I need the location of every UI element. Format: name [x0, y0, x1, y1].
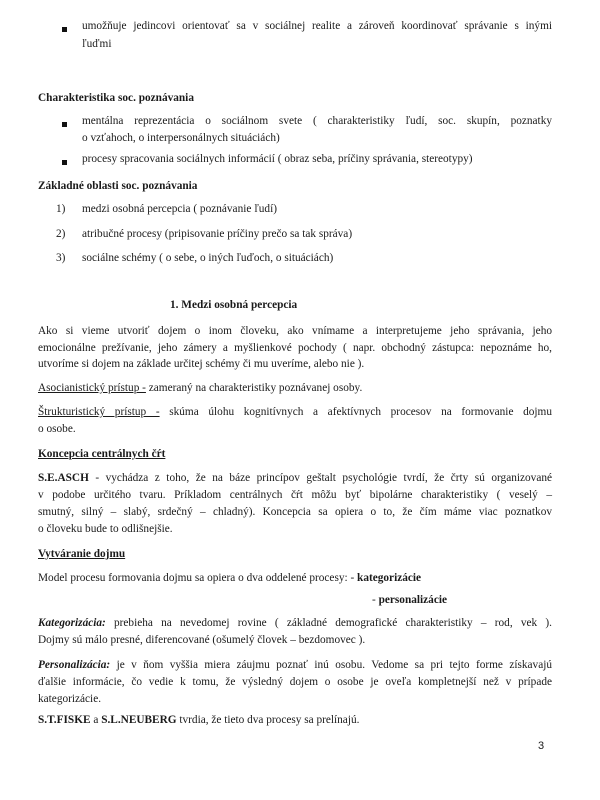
central-para-line1	[38, 470, 552, 487]
page-number: 3	[538, 740, 545, 752]
bullet-marker	[62, 160, 67, 165]
author-fiske: S.T.FISKE	[38, 714, 91, 726]
char-item-1-line2: o vzťahoch, o interpersonálnych situáciách)	[82, 132, 280, 144]
bullet-marker	[62, 27, 67, 32]
char-item-1-line1: mentálna reprezentácia o sociálnom svete ( charakteristiky ľudí, soc. skupín, poznatky	[82, 115, 552, 127]
categorization-line2: Dojmy sú málo presné, diferencované (ošumelý človek – bezdomovec ).	[38, 634, 366, 646]
process-personalization: personalizácie	[378, 594, 447, 606]
associationist-label: Asocianistický prístup -	[38, 382, 146, 394]
personalization-line3: kategorizácie.	[38, 693, 102, 705]
categorization-text: prebieha na nevedomej rovine ( základné demografické charakteristiky – rod, vek ).	[105, 617, 552, 629]
list-number: 1)	[56, 203, 66, 215]
intro-bullet-line1: umožňuje jedincovi orientovať sa v sociálnej realite a zároveň koordinovať správanie s inými	[82, 20, 552, 32]
central-text-1: - vychádza z toho, že na báze princípov geštalt psychológie tvrdí, že črty sú organizované	[88, 472, 552, 484]
chapter-title: 1. Medzi osobná percepcia	[170, 299, 298, 311]
list-number: 3)	[56, 252, 66, 264]
categorization-line1	[38, 615, 552, 632]
process-categorization: kategorizácie	[357, 572, 422, 584]
impression-model-text: Model procesu formovania dojmu sa opiera o dva oddelené procesy: -	[38, 572, 358, 584]
closing-paragraph	[38, 712, 359, 729]
central-para-line4: o človeku bude to odlišnejšie.	[38, 523, 173, 535]
intro-para-line3: utvoríme si dojem na základe určitej schémy či mu uveríme, alebo nie ).	[38, 358, 365, 370]
section-heading-central-traits: Koncepcia centrálnych čŕt	[38, 448, 166, 460]
structuralist-label: Štrukturistický prístup -	[38, 406, 160, 418]
bullet-marker	[62, 122, 67, 127]
personalization-term: Personalizácia:	[38, 659, 111, 671]
structuralist-text: skúma úlohu kognitívnych a afektívnych procesov na formovanie dojmu	[159, 406, 552, 418]
central-para-line3: smutný, silný – slabý, srdečný – chladný). Koncepcia sa opiera o to, že čím máme viac poznatkov	[38, 506, 552, 518]
structuralist-paragraph-line2: o osobe.	[38, 423, 76, 435]
char-item-2: procesy spracovania sociálnych informácií ( obraz seba, príčiny správania, stereotypy)	[82, 153, 473, 165]
author-asch: S.E.ASCH	[38, 472, 89, 484]
structuralist-paragraph-line1	[38, 404, 552, 421]
closing-connector: a	[90, 714, 102, 726]
intro-para-line2: emocionálne prežívanie, jeho zámery a myšlienkové pochody ( napr. obchodný zástupca: nepoznáme ho,	[38, 342, 552, 354]
process2-prefix: -	[372, 594, 379, 606]
central-para-line2: v podobe určitého tvaru. Príkladom centrálnych čŕt môžu byť bipolárne charakteristiky ( veselý –	[38, 489, 552, 501]
personalization-line2: ďalšie informácie, čo vedie k tomu, že výsledný dojem o osobe je oveľa kompletnejší než v prípade	[38, 676, 552, 688]
categorization-term: Kategorizácia:	[38, 617, 106, 629]
impression-model-line	[38, 570, 421, 587]
associationist-text: zameraný na charakteristiky poznávanej osoby.	[145, 382, 363, 394]
section-heading-characteristics: Charakteristika soc. poznávania	[38, 92, 194, 104]
area-item-2: atribučné procesy (pripisovanie príčiny prečo sa tak správa)	[82, 228, 353, 240]
personalization-line1	[38, 657, 552, 674]
section-heading-impression: Vytváranie dojmu	[38, 548, 126, 560]
list-number: 2)	[56, 228, 66, 240]
impression-process2-line	[372, 592, 447, 609]
section-heading-areas: Základné oblasti soc. poznávania	[38, 180, 198, 192]
associationist-paragraph	[38, 380, 552, 397]
personalization-text: je v ňom vyššia miera záujmu poznať inú osobu. Vedome sa pri tejto forme získavajú	[110, 659, 552, 671]
intro-bullet-line2: ľuďmi	[82, 38, 112, 50]
author-neuberg: S.L.NEUBERG	[101, 714, 177, 726]
closing-text: tvrdia, že tieto dva procesy sa prelínajú.	[176, 714, 360, 726]
intro-para-line1: Ako si vieme utvoriť dojem o inom človeku, ako vnímame a interpretujeme jeho správania, jeho	[38, 325, 552, 337]
area-item-1: medzi osobná percepcia ( poznávanie ľudí)	[82, 203, 277, 215]
area-item-3: sociálne schémy ( o sebe, o iných ľuďoch, o situáciách)	[82, 252, 334, 264]
